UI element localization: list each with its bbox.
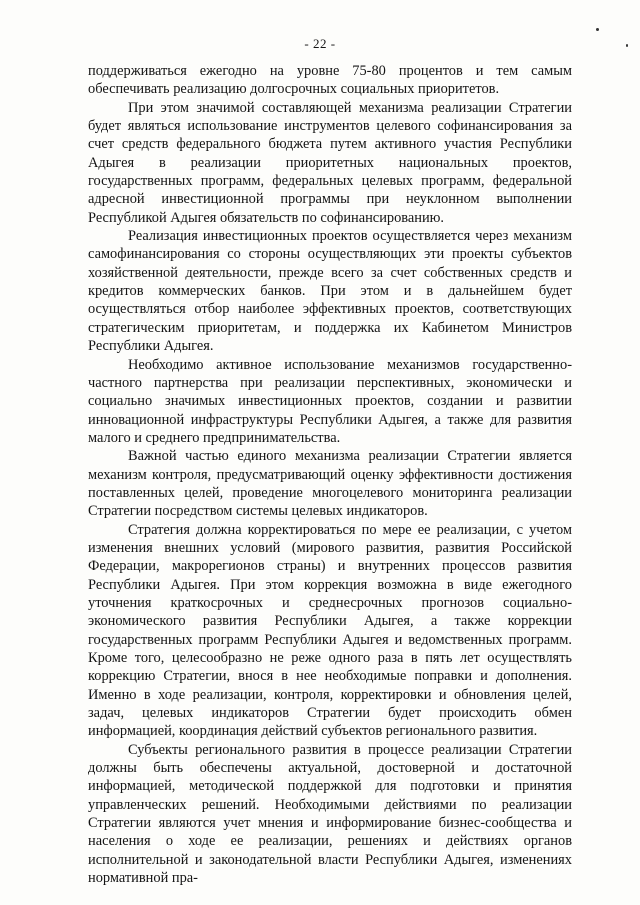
paragraph-1: поддерживаться ежегодно на уровне 75-80 процентов и тем самым обеспечивать реализацию долгосрочных социальных приоритетов. bbox=[88, 63, 572, 98]
paragraph-3: Реализация инвестиционных проектов осуществляется через механизм самофинансирования со стороны осуществляющих эти проекты субъектов хозяйственной деятельности, прежде всего за счет собственных средств и кредитов коммерческих банков. При этом и в дальнейшем будет осуществляться отбор наиболее эффективных проектов, соответствующих стратегическим приоритетам, и поддержка их Кабинетом Министров Республики Адыгея. bbox=[88, 228, 572, 355]
page-number: - 22 - bbox=[304, 36, 336, 51]
scan-speck-2 bbox=[626, 44, 628, 47]
paragraph-4: Необходимо активное использование механизмов государственно-частного партнерства при реализации перспективных, экономически и социально значимых инвестиционных проектов, создании и развитии инновационной инфраструктуры Республики Адыгея, а также для развития малого и среднего предпринимательства. bbox=[88, 356, 572, 446]
body-text bbox=[88, 62, 572, 887]
scan-speck-1 bbox=[596, 28, 599, 31]
paragraph-2: При этом значимой составляющей механизма реализации Стратегии будет являться использование инструментов целевого софинансирования за счет средств федерального бюджета путем активного участия Республики Адыгея в реализации приоритетных национальных проектов, государственных программ, федеральных целевых программ, федеральной адресной инвестиционной программы при неуклонном выполнении Республикой Адыгея обязательств по софинансированию. bbox=[88, 99, 572, 226]
paragraph-6: Стратегия должна корректироваться по мере ее реализации, с учетом изменения внешних условий (мирового развития, развития Российской Федерации, макрорегионов страны) и внутренних процессов развития Республики Адыгея. При этом коррекция возможна в виде ежегодного уточнения краткосрочных и среднесрочных прогнозов социально-экономического развития Республики Адыгея, а также коррекции государственных программ Республики Адыгея и ведомственных программ. Кроме того, целесообразно не реже одного раза в пять лет осуществлять коррекцию Стратегии, внося в нее необходимые поправки и дополнения. Именно в ходе реализации, контроля, корректировки и обновления целей, задач, целевых индикаторов Стратегии будет происходить обмен информацией, координация действий субъектов регионального развития. bbox=[88, 521, 572, 740]
paragraph-7: Субъекты регионального развития в процессе реализации Стратегии должны быть обеспечены актуальной, достоверной и достаточной информацией, методической поддержкой для подготовки и принятия управленческих решений. Необходимыми действиями по реализации Стратегии являются учет мнения и информирование бизнес-сообщества и населения о ходе ее реализации, решениях и действиях органов исполнительной и законодательной власти Республики Адыгея, изменениях нормативной пра- bbox=[88, 741, 572, 887]
paragraph-5: Важной частью единого механизма реализации Стратегии является механизм контроля, предусматривающий оценку эффективности достижения поставленных целей, проведение многоцелевого мониторинга реализации Стратегии посредством системы целевых индикаторов. bbox=[88, 448, 572, 520]
